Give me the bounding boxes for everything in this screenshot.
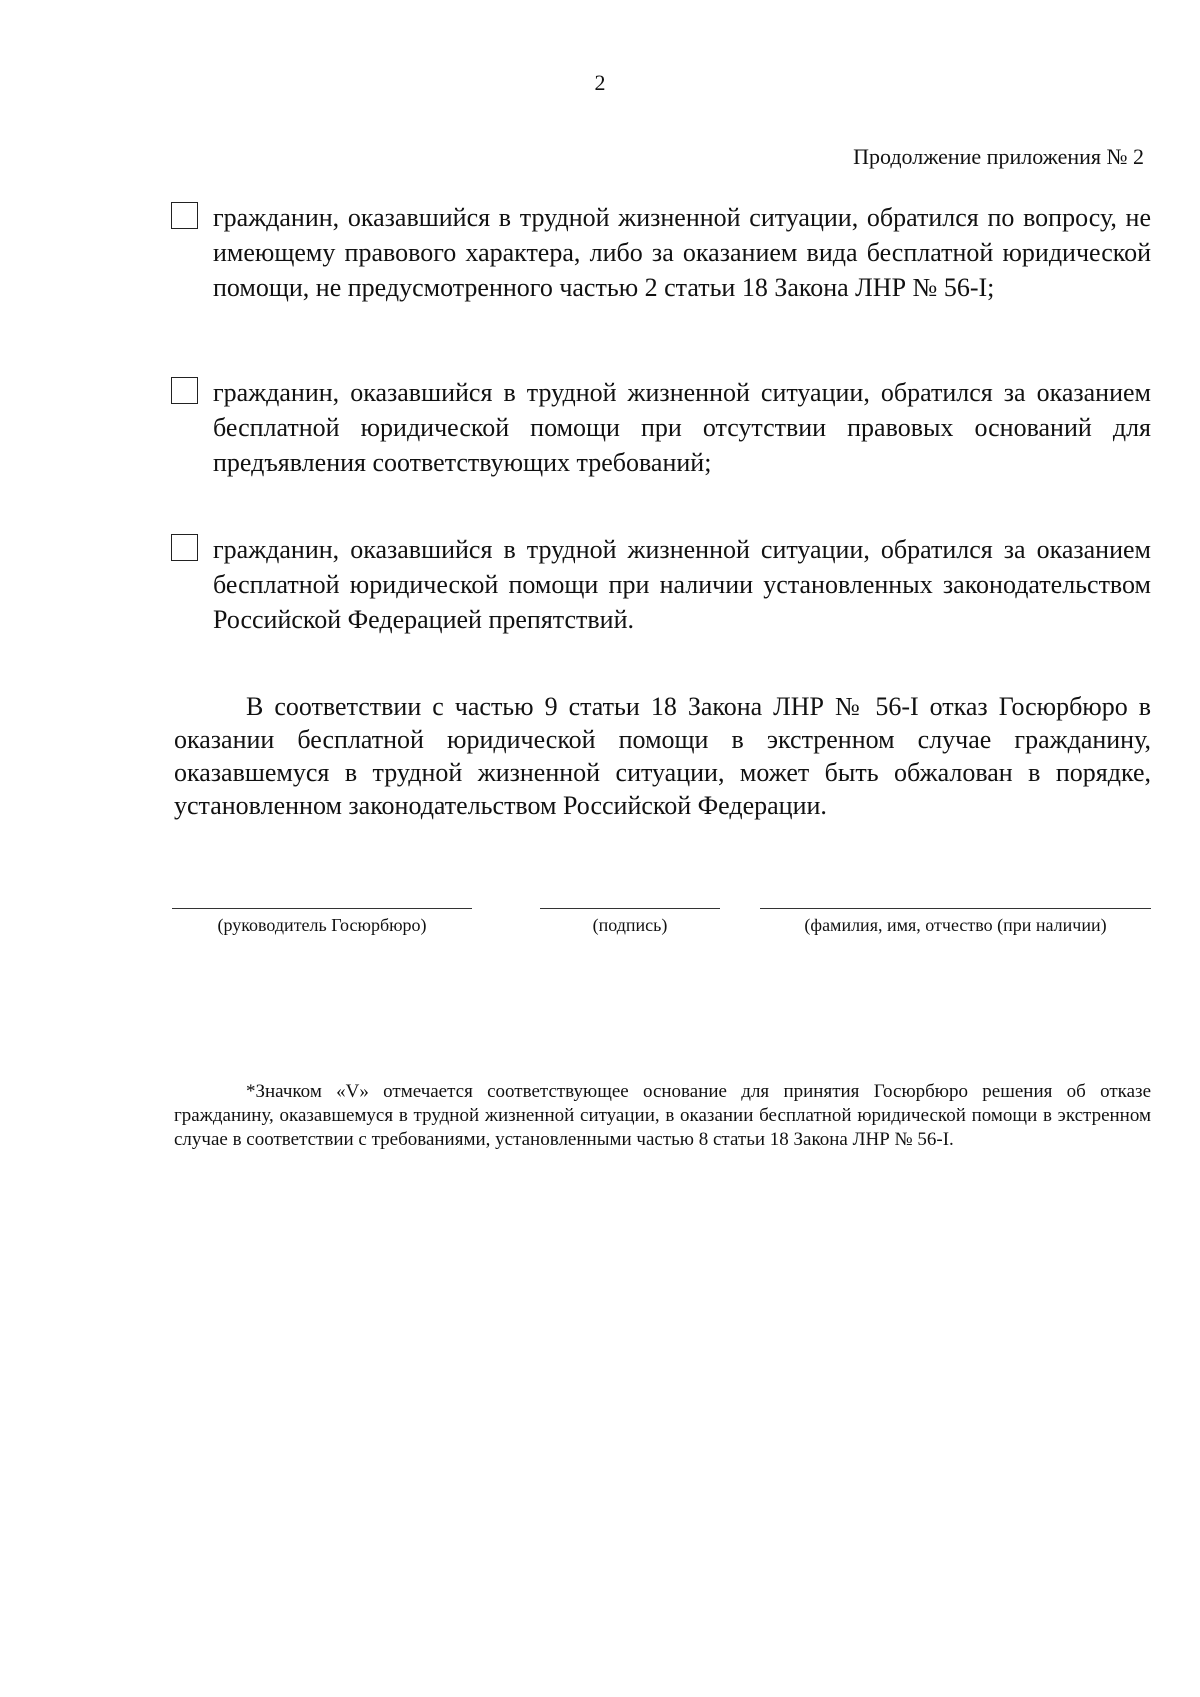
page-number: 2 bbox=[594, 70, 606, 95]
option-item bbox=[171, 375, 1151, 480]
option-item bbox=[171, 200, 1151, 305]
signature-block-full-name bbox=[760, 908, 1151, 936]
signature-line[interactable] bbox=[172, 908, 472, 909]
option-text: гражданин, оказавшийся в трудной жизненной ситуации, обратился за оказанием бесплатной юридической помощи при отсутствии правовых оснований для предъявления соответствующих требований; bbox=[213, 378, 1151, 477]
option-item bbox=[171, 532, 1151, 637]
option-text: гражданин, оказавшийся в трудной жизненной ситуации, обратился за оказанием бесплатной юридической помощи при наличии установленных законодательством Российской Федерацией препятствий. bbox=[213, 535, 1151, 634]
signature-line[interactable] bbox=[540, 908, 720, 909]
option-text: гражданин, оказавшийся в трудной жизненной ситуации, обратился по вопросу, не имеющему правового характера, либо за оказанием вида бесплатной юридической помощи, не предусмотренного частью 2 статьи 18 Закона ЛНР № 56-I; bbox=[213, 203, 1151, 302]
option-checkbox[interactable] bbox=[171, 202, 198, 229]
signature-line[interactable] bbox=[760, 908, 1151, 909]
option-checkbox[interactable] bbox=[171, 534, 198, 561]
signature-block-head bbox=[172, 908, 472, 936]
signature-caption-head: (руководитель Госюрбюро) bbox=[217, 915, 427, 935]
main-paragraph: В соответствии с частью 9 статьи 18 Закона ЛНР № 56-I отказ Госюрбюро в оказании бесплатной юридической помощи в экстренном случае гражданину, оказавшемуся в трудной жизненной ситуации, может быть обжалован в порядке, установленном законодательством Российской Федерации. bbox=[174, 692, 1151, 820]
appendix-header: Продолжение приложения № 2 bbox=[853, 144, 1144, 169]
signature-block-signature bbox=[540, 908, 720, 936]
signature-caption-signature: (подпись) bbox=[592, 915, 668, 935]
footnote: *Значком «V» отмечается соответствующее основание для принятия Госюрбюро решения об отказе гражданину, оказавшемуся в трудной жизненной ситуации, в оказании бесплатной юридической помощи в экстренном случае в соответствии с требованиями, установленными частью 8 статьи 18 Закона ЛНР № 56-I. bbox=[174, 1081, 1151, 1150]
signature-caption-full-name: (фамилия, имя, отчество (при наличии) bbox=[804, 915, 1107, 935]
option-checkbox[interactable] bbox=[171, 377, 198, 404]
